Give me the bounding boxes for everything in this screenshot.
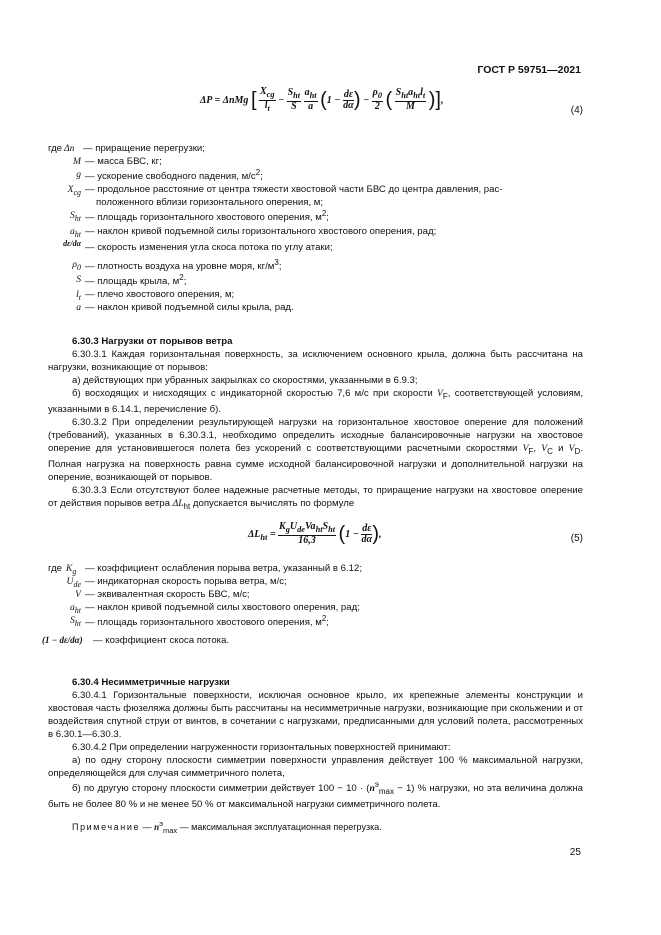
definition-row: положенного вблизи горизонтального оперения, м; <box>96 197 324 209</box>
list-item: а) действующих при убранных закрылках со скоростями, указанными в 6.9.3; <box>72 375 418 387</box>
definition-row: $U_{de}$ — индикаторная скорость порыва ветра, м/с; <box>66 576 287 589</box>
definition-row: $S_{ht}$ — площадь горизонтального хвостового оперения, $м^2$; <box>69 614 329 629</box>
paragraph: 6.30.3.1 Каждая горизонтальная поверхность, за исключением основного крыла, должна быть рассчитана на нагрузки, возникающие от порывов: <box>48 349 583 374</box>
section-6-30-3 <box>48 335 583 513</box>
formula-4: ΔP = ΔnMg [ $\frac{X_{cg}}{l_t}$ − $\frac{S_{ht}}{S}$ $\frac{a_{ht}}{a}$ (1 − $\frac{d\varepsilon}{d\alpha}$ ) − $\frac{\rho_0}{2}$ ( $\frac{S_{ht}a_{ht}l_t}{M}$ )], <box>200 86 444 114</box>
formula-5: $\Delta L_{ht}$ = $\frac{K_gU_{de}Va_{ht}S_{ht}}{16,3}$ (1 − $\frac{d\varepsilon}{d\alpha}$ ), <box>248 521 382 547</box>
section-6-30-4 <box>48 676 583 836</box>
definition-row: где Δn — приращение перегрузки; <box>48 143 205 154</box>
formula-4-term-sht-s: $\frac{S_{ht}}{S}$ <box>287 87 301 113</box>
definition-row: где $K_g$ — коэффициент ослабления порыва ветра, указанный в 6.12; <box>48 563 363 576</box>
equation-number-4: (4) <box>570 105 583 116</box>
section-title: 6.30.4 Несимметричные нагрузки <box>72 677 230 688</box>
list-item: а) по одну сторону плоскости симметрии поверхности управления действует 100 % максимальной нагрузки, определяющейся для случая симметричного полета, <box>48 755 583 780</box>
definition-row: $l_t$ — плечо хвостового оперения, м; <box>76 289 235 303</box>
paragraph: 6.30.3.2 При определении результирующей нагрузки на горизонтальное хвостовое оперение для положений (требований), указанных в 6.30.3.1, необходимо определить исходные балансировочные нагрузки на хвостовое оперение для установившегося полета без ускорений с соответствующими расчетными скоростями $V_F$, $V_C$ и $V_D$. Полная нагрузка на поверхность равна сумме исходной балансировочной нагрузки и дополнительной нагрузки на оперение, возникающей от порывов. <box>48 417 583 483</box>
formula-4-lhs: ΔP = ΔnMg <box>200 94 249 106</box>
equation-number-5: (5) <box>570 533 583 544</box>
section-title: 6.30.3 Нагрузки от порывов ветра <box>72 336 233 347</box>
formula-4-term-sht-aht-lt-m: $\frac{S_{ht}a_{ht}l_t}{M}$ <box>395 87 426 113</box>
definition-row: dε/dα — скорость изменения угла скоса потока по углу атаки; <box>63 238 333 253</box>
definition-row: $a_{ht}$ — наклон кривой подъемной силы хвостового оперения, рад; <box>69 602 360 616</box>
formula-4-term-aht-a: $\frac{a_{ht}}{a}$ <box>304 87 317 113</box>
definition-row: $\rho_0$ — плотность воздуха на уровне моря, $кг/м^3$; <box>72 257 282 272</box>
document-code: ГОСТ Р 59751—2021 <box>477 64 581 76</box>
definition-row: $X_{cg}$ — продольное расстояние от центра тяжести хвостовой части БВС до центра давления, рас- <box>67 184 503 198</box>
formula-4-term-xcg-lt: $\frac{X_{cg}}{l_t}$ <box>260 86 275 114</box>
list-item: б) по другую сторону плоскости симметрии действует $100 - 10 \cdot (n^э_{max} - 1)$ % нагрузки, но эта величина должна быть не более 80 % и не менее 50 % от максимальной нагрузки симметричного полета. <box>48 780 583 811</box>
definition-row: g — ускорение свободного падения, $м/с^2$; <box>76 168 263 183</box>
paragraph: 6.30.4.2 При определении нагруженности горизонтальных поверхностей принимают: <box>72 742 451 754</box>
definition-row: (1 − dε/dα) — коэффициент скоса потока. <box>42 635 230 647</box>
formula-4-term-rho: $\frac{\rho_0}{2}$ <box>372 87 382 113</box>
page-number: 25 <box>569 847 581 858</box>
definition-row: $a_{ht}$ — наклон кривой подъемной силы горизонтального хвостового оперения, рад; <box>69 225 437 239</box>
note: Примечание — $n^э_{max}$ — максимальная эксплуатационная перегрузка. <box>72 819 382 836</box>
formula-5-de-da: $\frac{d\varepsilon}{d\alpha}$ <box>361 522 373 546</box>
definition-row: V — эквивалентная скорость БВС, м/с; <box>75 589 250 601</box>
formula-4-term-de-da: $\frac{d\varepsilon}{d\alpha}$ <box>343 88 354 112</box>
paragraph: 6.30.4.1 Горизонтальные поверхности, исключая основное крыло, их крепежные элементы конструкции и хвостовая часть фюзеляжа должны быть рассчитаны на несимметричные нагрузки, возникающие при скольжении и от воздействия спутной струи от винтов, в сочетании с нагрузками, предписанными для условий полета, рассмотренных в 6.30.1—6.30.3. <box>48 690 583 741</box>
formula-5-main-fraction: $\frac{K_gU_{de}Va_{ht}S_{ht}}{16,3}$ <box>279 521 336 547</box>
list-item: б) восходящих и нисходящих с индикаторной скоростью 7,6 м/с при скорости $V_F$, соответствующей условиям, указанными в 6.14.1, перечисление б). <box>48 388 583 415</box>
paragraph: 6.30.3.3 Если отсутствуют более надежные расчетные методы, то приращение нагрузки на хвостовое оперение от действия порывов ветра $\Delta L_{ht}$ допускается вычислять по формуле <box>48 484 583 511</box>
definition-row: $S_{ht}$ — площадь горизонтального хвостового оперения, $м^2$; <box>69 209 329 224</box>
definition-row: a — наклон кривой подъемной силы крыла, рад. <box>76 302 294 314</box>
formula-4-definitions <box>48 142 583 314</box>
definition-row: S — площадь крыла, $м^2$; <box>76 272 187 288</box>
definition-row: M — масса БВС, кг; <box>73 156 162 168</box>
formula-5-definitions <box>42 562 583 653</box>
